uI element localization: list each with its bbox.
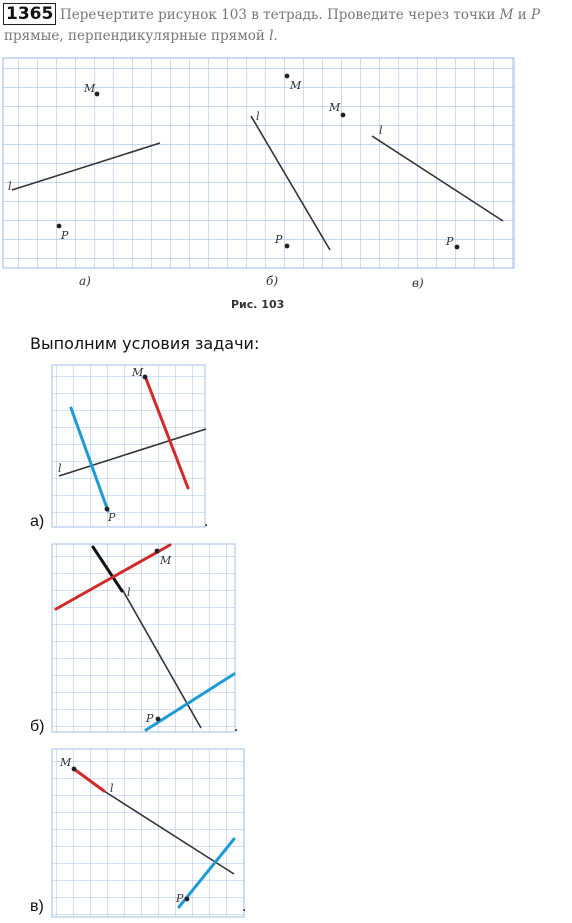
label-m: M <box>60 756 72 769</box>
point-m <box>155 549 160 554</box>
label-l-b: l <box>256 110 260 123</box>
problem-statement <box>4 5 570 47</box>
solution-part-b-label: б) <box>30 718 45 735</box>
figure-part-a: а) <box>79 274 91 288</box>
label-l: l <box>110 782 114 795</box>
label-l: l <box>58 462 62 475</box>
line-l-ref: l <box>269 28 274 44</box>
label-p-b: P <box>275 233 283 246</box>
label-l-c: l <box>379 124 383 137</box>
label-m-b: M <box>290 79 302 92</box>
label-m-c: M <box>329 101 341 114</box>
label-p: P <box>146 712 154 725</box>
point-p <box>156 717 161 722</box>
point-p-c <box>455 245 460 250</box>
solution-heading: Выполним условия задачи: <box>30 334 260 353</box>
solution-part-c-period: . <box>242 898 247 915</box>
label-m: M <box>160 554 172 567</box>
label-m: M <box>132 366 144 379</box>
label-p: P <box>176 892 184 905</box>
label-p-c: P <box>446 235 454 248</box>
solution-diagram-a <box>40 360 220 530</box>
problem-end: . <box>273 28 278 44</box>
point-m-ref: M <box>499 7 514 23</box>
label-l: l <box>127 586 131 599</box>
figure-caption: Рис. 103 <box>231 298 285 311</box>
grid-background <box>52 365 205 527</box>
point-m-b <box>285 74 290 79</box>
label-m-a: M <box>84 82 96 95</box>
solution-diagram-c <box>40 745 250 920</box>
solution-part-c-label: в) <box>30 898 44 915</box>
solution-part-a-period: . <box>204 513 209 530</box>
point-p <box>185 897 190 902</box>
figure-part-c: в) <box>412 276 424 290</box>
point-p-a <box>57 224 62 229</box>
solution-diagram-b <box>40 540 240 735</box>
label-l-a: l <box>8 180 12 193</box>
problem-text-1: Перечертите рисунок 103 в тетрадь. Проведите через точки <box>60 7 496 23</box>
point-m-a <box>95 92 100 97</box>
grid-background <box>3 58 514 268</box>
figure-103 <box>0 50 572 315</box>
solution-part-a-label: а) <box>30 513 45 530</box>
figure-part-b: б) <box>266 274 279 288</box>
point-p-ref: P <box>531 7 541 23</box>
label-p: P <box>108 511 116 524</box>
solution-part-b-period: . <box>234 718 239 735</box>
point-p-b <box>285 244 290 249</box>
problem-text-2: прямые, перпендикулярные прямой <box>4 28 265 44</box>
label-p-a: P <box>61 229 69 242</box>
grid-background <box>52 544 235 732</box>
point-m <box>143 375 148 380</box>
problem-number: 1365 <box>3 3 56 25</box>
and-word: и <box>517 7 527 23</box>
point-m-c <box>341 113 346 118</box>
point-m <box>72 767 77 772</box>
